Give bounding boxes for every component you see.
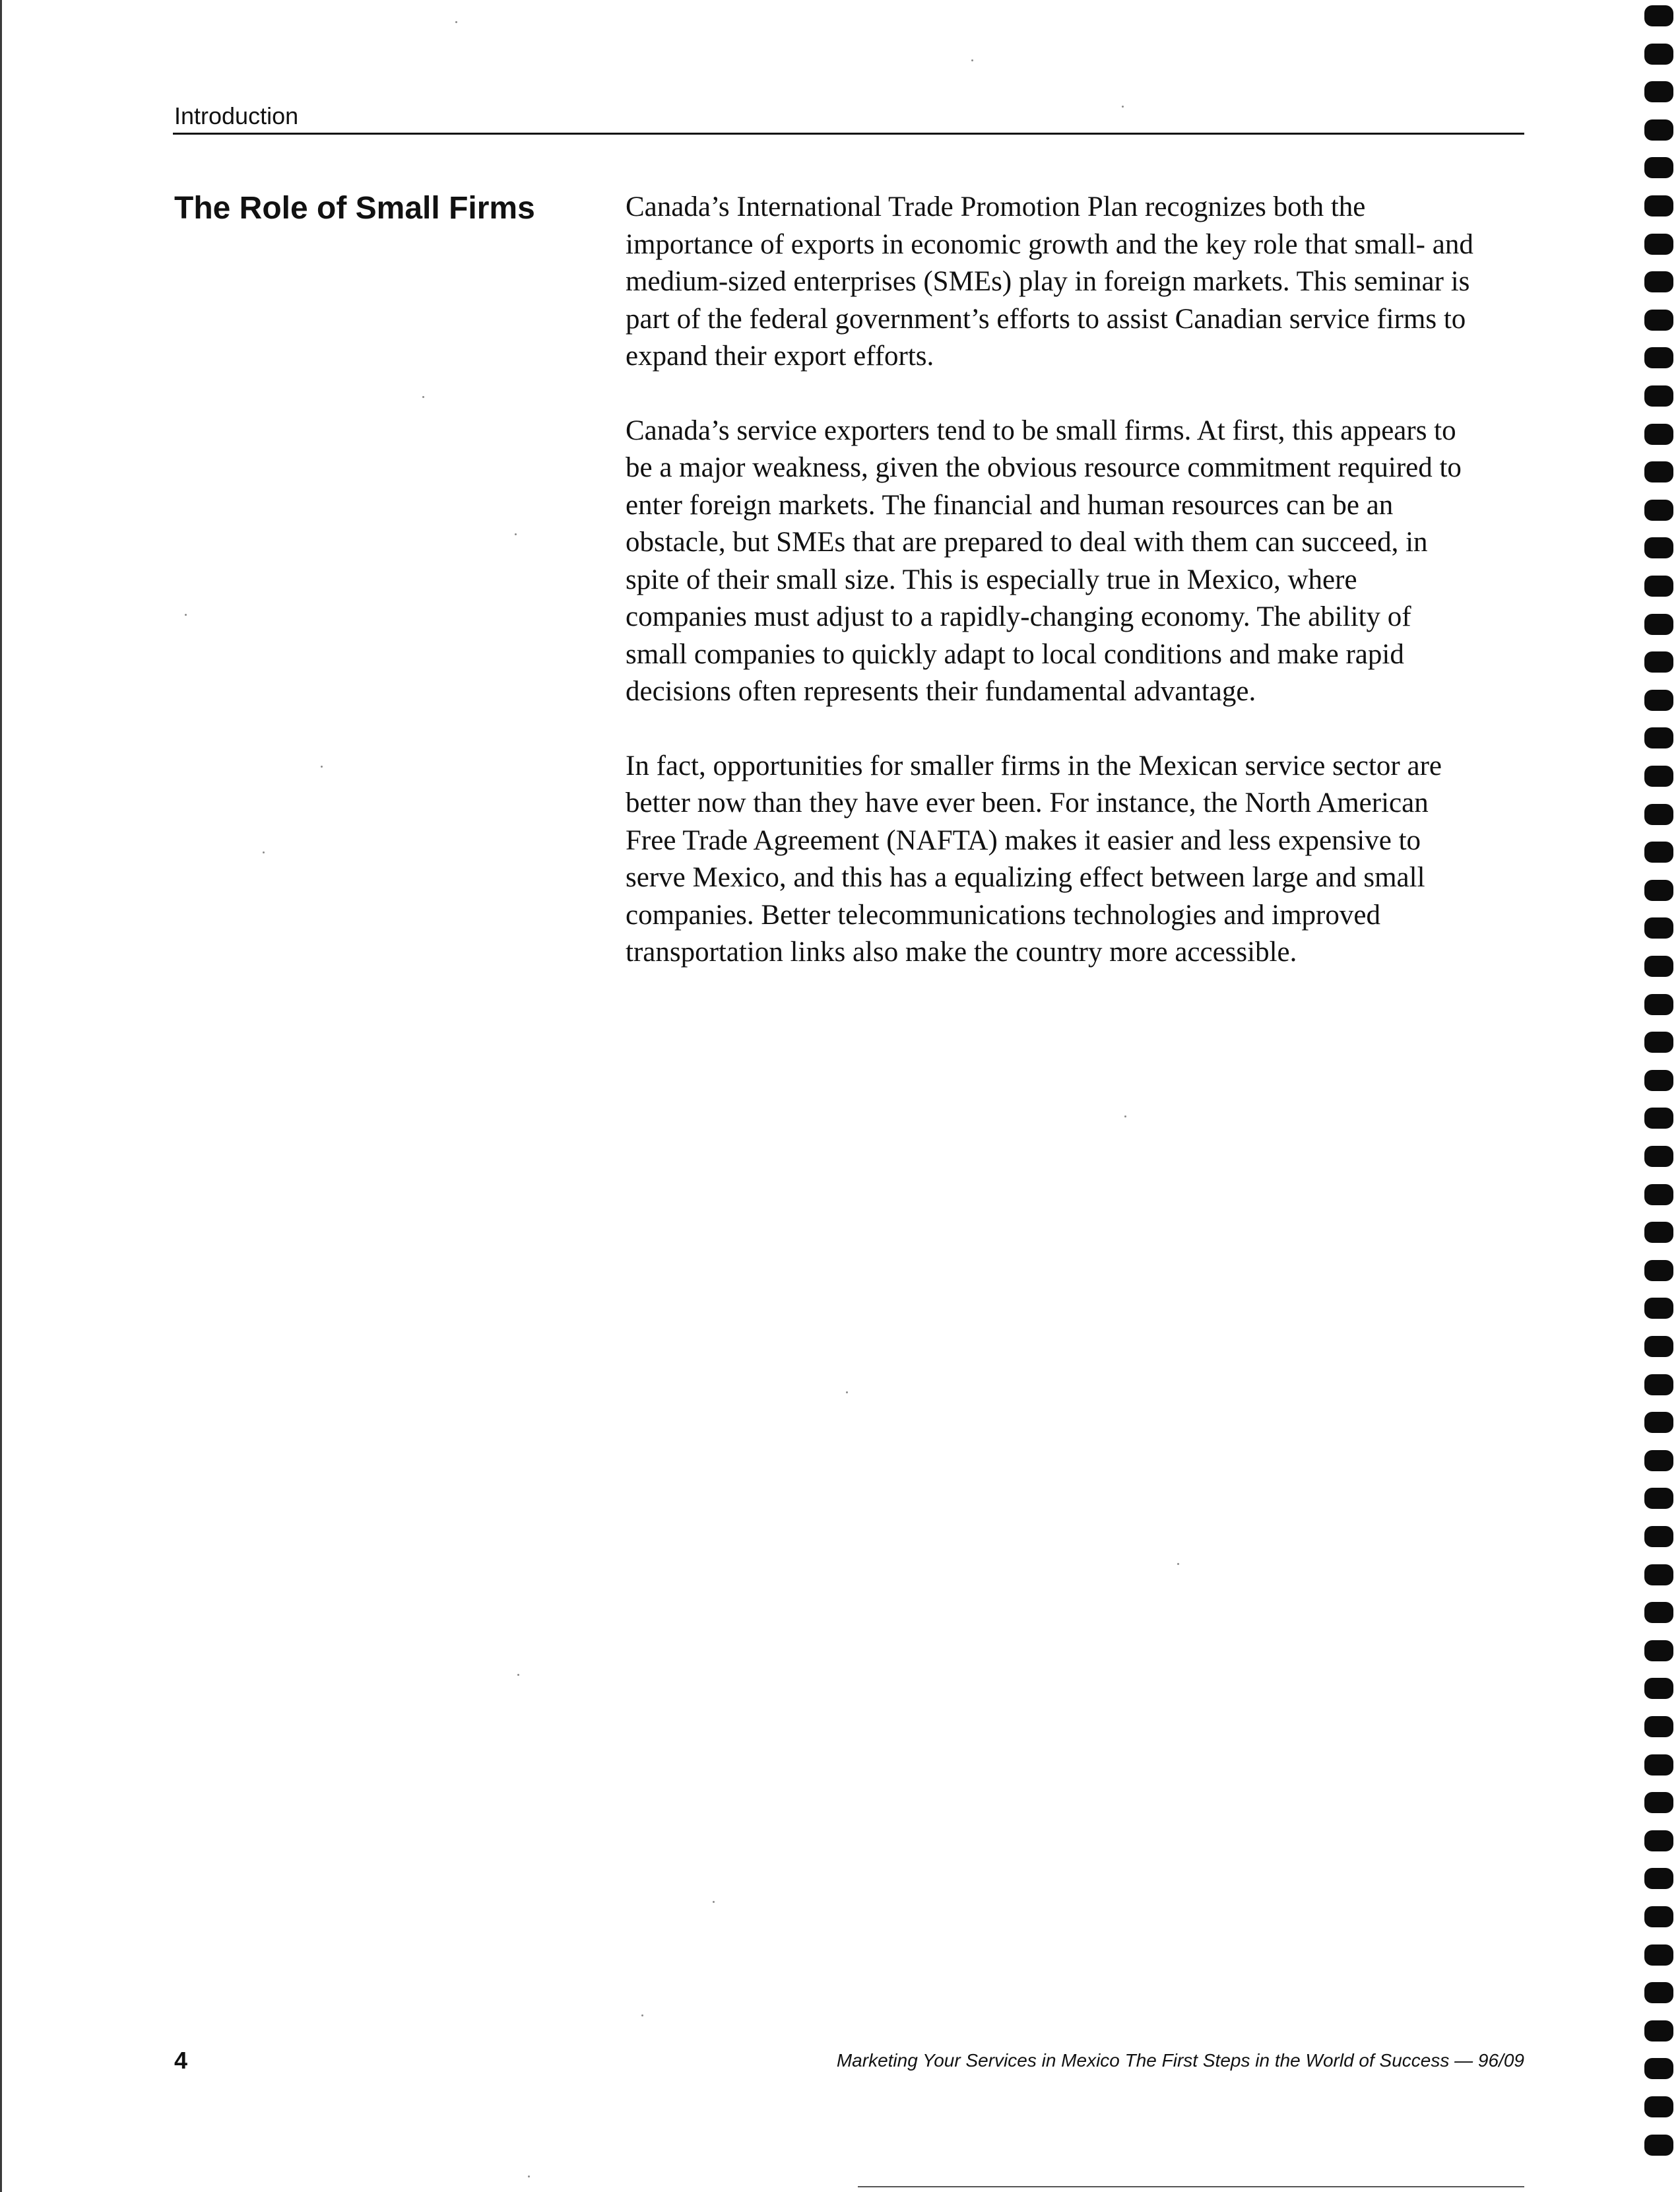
text-line: transportation links also make the country more accessible. xyxy=(626,937,1297,968)
text-line: Free Trade Agreement (NAFTA) makes it easier and less expensive to xyxy=(626,824,1421,856)
binding-hole xyxy=(1644,1564,1673,1585)
binding-hole xyxy=(1644,614,1673,635)
scan-speck xyxy=(641,2014,643,2016)
scan-speck xyxy=(185,614,187,616)
scan-speck xyxy=(515,533,517,535)
text-line: be a major weakness, given the obvious resource commitment required to xyxy=(626,452,1462,483)
scan-speck xyxy=(713,1901,715,1903)
binding-hole xyxy=(1644,1716,1673,1737)
binding-hole xyxy=(1644,1146,1673,1167)
text-line: importance of exports in economic growth and the key role that small- and xyxy=(626,228,1473,260)
scan-speck xyxy=(1122,106,1124,108)
binding-hole xyxy=(1644,1906,1673,1927)
scan-speck xyxy=(263,851,265,853)
text-line: expand their export efforts. xyxy=(626,341,934,372)
binding-hole xyxy=(1644,651,1673,673)
binding-hole xyxy=(1644,994,1673,1015)
binding-hole xyxy=(1644,766,1673,787)
text-line: Canada’s International Trade Promotion Plan recognizes both the xyxy=(626,191,1366,222)
scan-speck xyxy=(455,21,457,23)
binding-hole xyxy=(1644,1450,1673,1471)
footer-publication-title: Marketing Your Services in Mexico The First Steps in the World of Success — 96/09 xyxy=(836,2050,1524,2071)
binding-hole xyxy=(1644,1488,1673,1509)
binding-hole xyxy=(1644,310,1673,331)
binding-hole xyxy=(1644,1374,1673,1395)
scan-speck xyxy=(517,1674,519,1676)
binding-hole xyxy=(1644,537,1673,558)
binding-hole xyxy=(1644,1944,1673,1966)
binding-hole xyxy=(1644,1678,1673,1699)
scan-speck xyxy=(528,2175,530,2177)
binding-hole xyxy=(1644,1792,1673,1813)
text-line: In fact, opportunities for smaller firms in the Mexican service sector are xyxy=(626,750,1442,781)
text-line: medium-sized enterprises (SMEs) play in foreign markets. This seminar is xyxy=(626,266,1470,297)
binding-hole xyxy=(1644,804,1673,825)
binding-hole xyxy=(1644,5,1673,26)
binding-hole xyxy=(1644,1184,1673,1205)
binding-hole xyxy=(1644,880,1673,901)
binding-hole xyxy=(1644,2135,1673,2156)
text-line: companies. Better telecommunications technologies and improved xyxy=(626,899,1380,931)
binding-hole xyxy=(1644,195,1673,216)
binding-hole xyxy=(1644,1868,1673,1889)
text-line: enter foreign markets. The financial and human resources can be an xyxy=(626,489,1394,521)
scan-speck xyxy=(971,59,973,61)
binding-hole xyxy=(1644,2096,1673,2117)
paragraph-1 xyxy=(626,189,1530,376)
text-line: spite of their small size. This is especially true in Mexico, where xyxy=(626,564,1357,595)
binding-hole xyxy=(1644,956,1673,977)
binding-hole xyxy=(1644,917,1673,939)
text-line: part of the federal government’s efforts to assist Canadian service firms to xyxy=(626,303,1466,335)
text-line: Canada’s service exporters tend to be small firms. At first, this appears to xyxy=(626,415,1456,446)
binding-hole xyxy=(1644,347,1673,368)
binding-hole xyxy=(1644,385,1673,407)
binding-hole xyxy=(1644,1982,1673,2003)
binding-hole xyxy=(1644,1222,1673,1243)
binding-hole xyxy=(1644,2020,1673,2042)
text-line: decisions often represents their fundamental advantage. xyxy=(626,676,1256,707)
text-line: companies must adjust to a rapidly-changing economy. The ability of xyxy=(626,601,1411,632)
binding-hole xyxy=(1644,424,1673,445)
text-line: serve Mexico, and this has a equalizing effect between large and small xyxy=(626,862,1425,893)
binding-hole xyxy=(1644,1336,1673,1357)
binding-hole xyxy=(1644,44,1673,65)
scan-speck xyxy=(321,766,323,768)
scan-left-edge xyxy=(0,0,2,2192)
binding-hole xyxy=(1644,1298,1673,1319)
scan-speck xyxy=(1177,1563,1179,1565)
text-line: obstacle, but SMEs that are prepared to deal with them can succeed, in xyxy=(626,527,1428,558)
running-header: Introduction xyxy=(174,102,299,129)
binding-hole xyxy=(1644,119,1673,141)
binding-hole xyxy=(1644,2058,1673,2079)
binding-hole xyxy=(1644,1070,1673,1091)
binding-hole xyxy=(1644,727,1673,748)
binding-hole xyxy=(1644,234,1673,255)
binding-hole xyxy=(1644,1412,1673,1433)
text-line: small companies to quickly adapt to local conditions and make rapid xyxy=(626,638,1404,670)
paragraph-3 xyxy=(626,748,1530,972)
scan-speck xyxy=(422,396,424,398)
binding-hole xyxy=(1644,690,1673,711)
page-number: 4 xyxy=(174,2047,188,2074)
binding-hole xyxy=(1644,1830,1673,1851)
binding-hole xyxy=(1644,1640,1673,1661)
text-line: better now than they have ever been. For instance, the North American xyxy=(626,787,1429,818)
binding-hole xyxy=(1644,1108,1673,1129)
binding-hole xyxy=(1644,1526,1673,1547)
bottom-rule xyxy=(858,2186,1524,2187)
binding-hole xyxy=(1644,842,1673,863)
spiral-binding-holes xyxy=(1642,0,1676,2192)
binding-hole xyxy=(1644,500,1673,521)
binding-hole xyxy=(1644,1754,1673,1776)
header-rule xyxy=(173,133,1524,135)
scan-speck xyxy=(846,1391,848,1393)
paragraph-2 xyxy=(626,413,1530,711)
binding-hole xyxy=(1644,461,1673,482)
binding-hole xyxy=(1644,81,1673,102)
section-heading: The Role of Small Firms xyxy=(174,191,535,226)
binding-hole xyxy=(1644,1602,1673,1623)
scan-speck xyxy=(1124,1115,1126,1117)
binding-hole xyxy=(1644,1260,1673,1281)
binding-hole xyxy=(1644,1032,1673,1053)
binding-hole xyxy=(1644,157,1673,178)
binding-hole xyxy=(1644,271,1673,292)
binding-hole xyxy=(1644,576,1673,597)
body-text xyxy=(626,189,1530,1009)
